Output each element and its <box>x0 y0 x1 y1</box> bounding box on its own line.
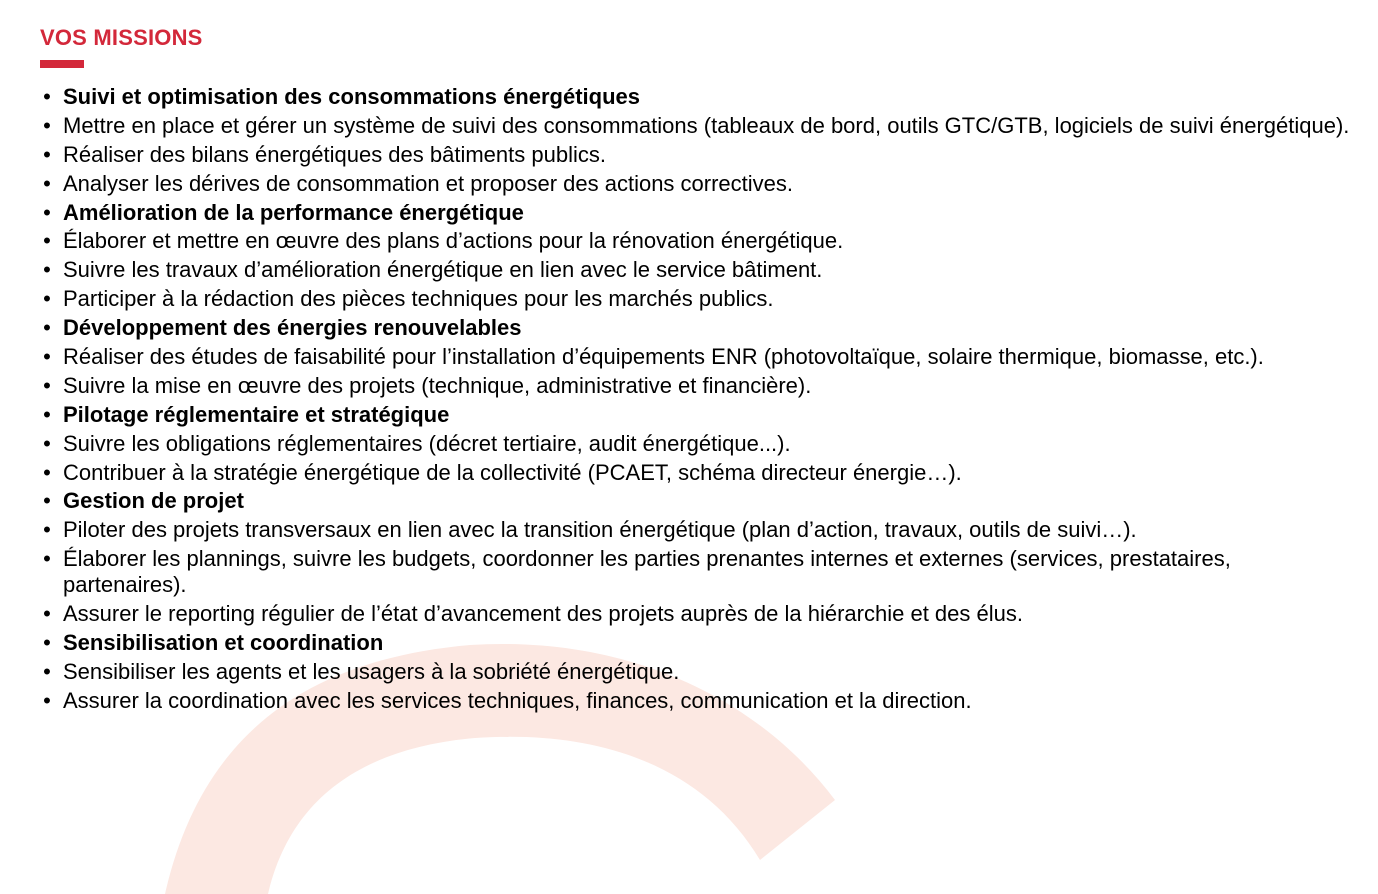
mission-task-item <box>40 257 1360 283</box>
bullet-icon: • <box>43 141 51 167</box>
mission-heading-text: Suivi et optimisation des consommations énergétiques <box>63 84 641 109</box>
missions-section <box>40 24 1360 717</box>
mission-heading-text: Développement des énergies renouvelables <box>63 315 522 341</box>
mission-task-item <box>40 142 1360 168</box>
mission-task-item <box>40 431 1360 457</box>
mission-task-item <box>40 688 1360 714</box>
mission-heading-item <box>40 630 1360 656</box>
mission-task-text: Analyser les dérives de consommation et proposer des actions correctives. <box>63 170 794 196</box>
mission-task-text: Élaborer les plannings, suivre les budgets, coordonner les parties prenantes internes et externes (services, prestataires, partenaires). <box>63 546 1231 598</box>
mission-task-item <box>40 546 1360 598</box>
bullet-icon: • <box>43 629 51 655</box>
mission-task-item <box>40 601 1360 627</box>
bullet-icon: • <box>43 84 51 109</box>
mission-task-text: Contribuer à la stratégie énergétique de la collectivité (PCAET, schéma directeur énergie…). <box>63 459 962 485</box>
mission-task-item <box>40 659 1360 685</box>
mission-task-text: Mettre en place et gérer un système de suivi des consommations (tableaux de bord, outils GTC/GTB, logiciels de suivi énergétique). <box>63 112 1350 138</box>
bullet-icon: • <box>43 600 51 626</box>
mission-task-text: Piloter des projets transversaux en lien avec la transition énergétique (plan d’action, travaux, outils de suivi…). <box>63 517 1137 543</box>
mission-heading-item <box>40 315 1360 341</box>
bullet-icon: • <box>43 228 51 254</box>
mission-task-item <box>40 286 1360 312</box>
mission-heading-text: Amélioration de la performance énergétique <box>63 199 524 225</box>
section-title: VOS MISSIONS <box>40 25 203 50</box>
mission-task-text: Assurer le reporting régulier de l’état d’avancement des projets auprès de la hiérarchie et des élus. <box>63 600 1023 626</box>
mission-task-text: Participer à la rédaction des pièces techniques pour les marchés publics. <box>63 286 774 312</box>
bullet-icon: • <box>43 257 51 283</box>
mission-heading-item <box>40 84 1360 110</box>
mission-task-item <box>40 460 1360 486</box>
mission-heading-text: Sensibilisation et coordination <box>63 629 384 655</box>
bullet-icon: • <box>43 315 51 341</box>
mission-task-item <box>40 113 1360 139</box>
mission-task-item <box>40 228 1360 254</box>
mission-heading-text: Pilotage réglementaire et stratégique <box>63 401 450 427</box>
mission-task-item <box>40 517 1360 543</box>
missions-list <box>40 84 1360 713</box>
mission-task-item <box>40 373 1360 399</box>
bullet-icon: • <box>43 430 51 456</box>
bullet-icon: • <box>43 199 51 225</box>
mission-task-item <box>40 344 1360 370</box>
mission-task-text: Réaliser des bilans énergétiques des bâtiments publics. <box>63 141 606 167</box>
bullet-icon: • <box>43 112 51 138</box>
bullet-icon: • <box>43 687 51 713</box>
bullet-icon: • <box>43 546 51 572</box>
title-underline <box>40 60 84 68</box>
bullet-icon: • <box>43 286 51 312</box>
mission-heading-item <box>40 488 1360 514</box>
bullet-icon: • <box>43 459 51 485</box>
mission-task-text: Suivre la mise en œuvre des projets (technique, administrative et financière). <box>63 372 812 398</box>
mission-task-text: Élaborer et mettre en œuvre des plans d’actions pour la rénovation énergétique. <box>63 228 844 254</box>
mission-heading-text: Gestion de projet <box>63 488 244 514</box>
bullet-icon: • <box>43 517 51 543</box>
mission-task-item <box>40 171 1360 197</box>
mission-task-text: Réaliser des études de faisabilité pour l’installation d’équipements ENR (photovoltaïque, solaire thermique, biomasse, etc.). <box>63 344 1264 370</box>
bullet-icon: • <box>43 170 51 196</box>
mission-task-text: Assurer la coordination avec les services techniques, finances, communication et la direction. <box>63 687 972 713</box>
mission-heading-item <box>40 200 1360 226</box>
bullet-icon: • <box>43 372 51 398</box>
mission-task-text: Suivre les travaux d’amélioration énergétique en lien avec le service bâtiment. <box>63 257 823 283</box>
bullet-icon: • <box>43 344 51 370</box>
mission-heading-item <box>40 402 1360 428</box>
mission-task-text: Suivre les obligations réglementaires (décret tertiaire, audit énergétique...). <box>63 430 791 456</box>
mission-task-text: Sensibiliser les agents et les usagers à la sobriété énergétique. <box>63 658 680 684</box>
bullet-icon: • <box>43 401 51 427</box>
bullet-icon: • <box>43 658 51 684</box>
bullet-icon: • <box>43 488 51 514</box>
